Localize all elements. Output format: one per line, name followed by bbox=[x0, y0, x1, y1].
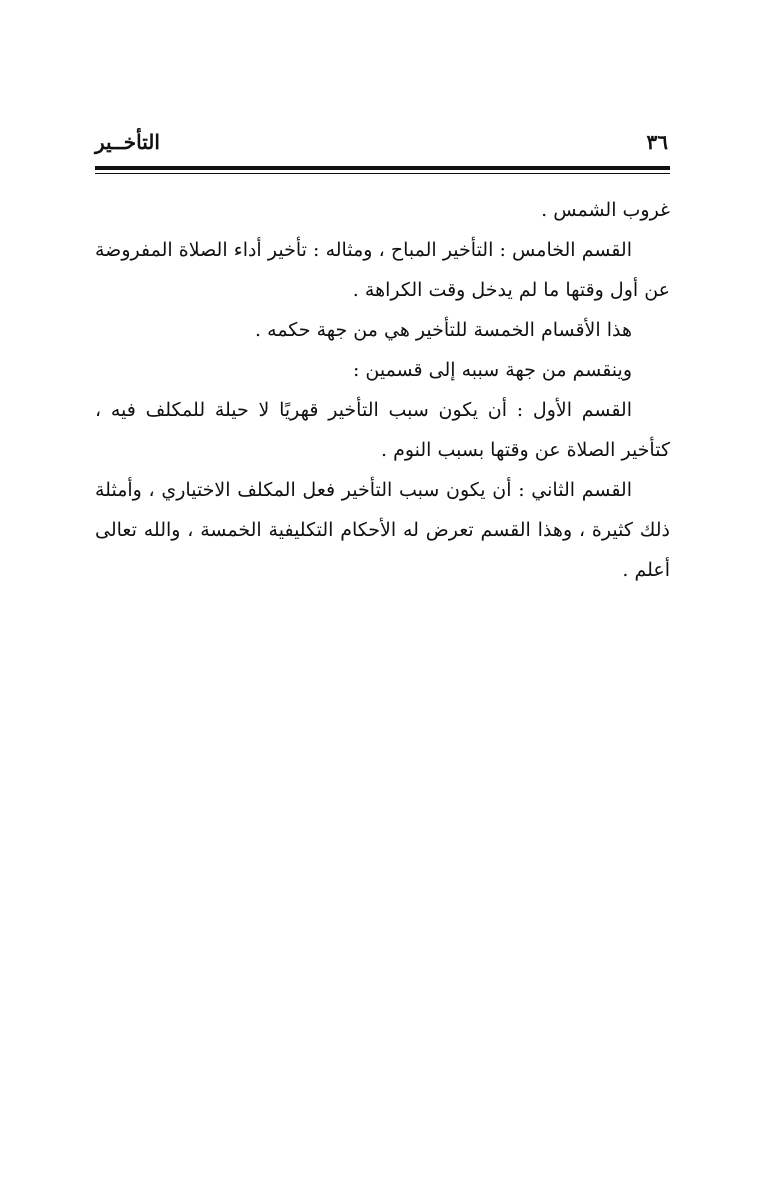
paragraph-division-intro: وينقسم من جهة سببه إلى قسمين : bbox=[352, 359, 632, 381]
header-rule-thin bbox=[95, 173, 670, 174]
paragraph-first-division: القسم الأول : أن يكون سبب التأخير قهريًا لا حيلة للمكلف فيه ، كتأخير الصلاة عن وقتها بسبب النوم . bbox=[95, 399, 670, 461]
paragraph-second-division: القسم الثاني : أن يكون سبب التأخير فعل المكلف الاختياري ، وأمثلة ذلك كثيرة ، وهذا القسم تعرض له الأحكام التكليفية الخمسة ، والله تعالى أعلم . bbox=[95, 479, 670, 581]
body-text bbox=[95, 190, 670, 590]
paragraph-summary: هذا الأقسام الخمسة للتأخير هي من جهة حكمه . bbox=[255, 319, 632, 341]
page-number: ٣٦ bbox=[646, 130, 668, 154]
paragraph-continuation: غروب الشمس . bbox=[541, 199, 670, 221]
paragraph-fifth-category: القسم الخامس : التأخير المباح ، ومثاله : تأخير أداء الصلاة المفروضة عن أول وقتها ما لم يدخل وقت الكراهة . bbox=[95, 239, 670, 301]
running-header-title: التأخــير bbox=[95, 130, 160, 154]
running-header bbox=[95, 128, 670, 164]
header-rule-thick bbox=[95, 166, 670, 170]
